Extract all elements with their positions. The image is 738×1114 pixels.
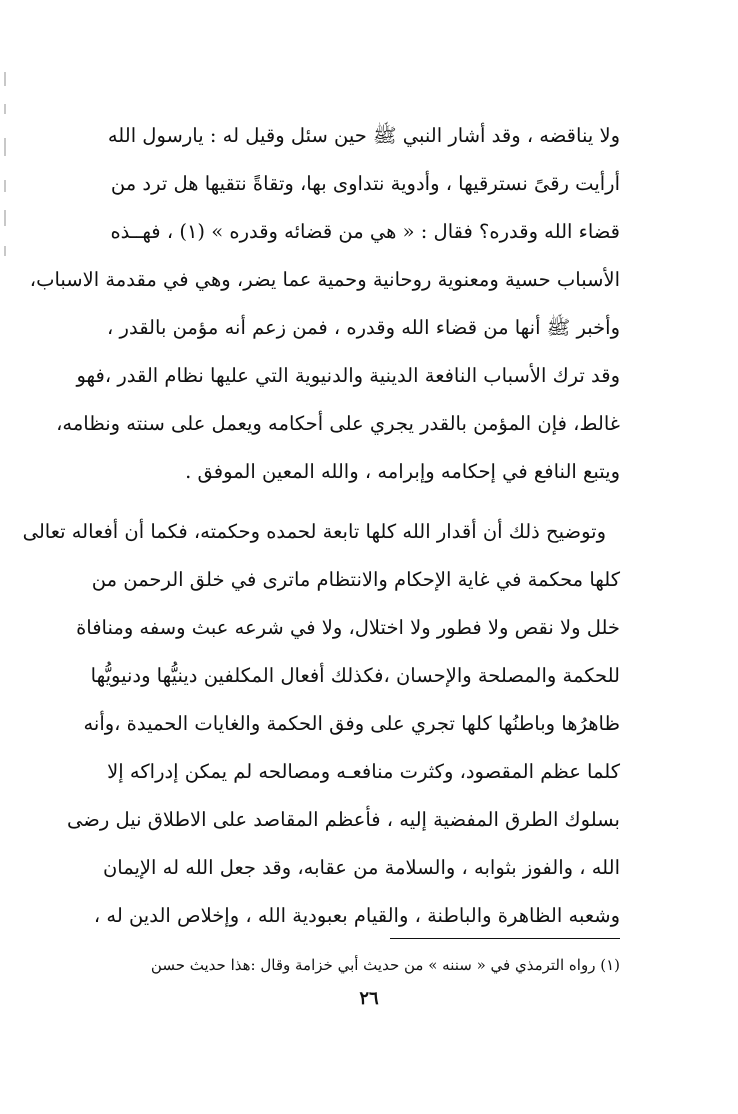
paragraph-first-line: وتوضيح ذلك أن أقدار الله كلها تابعة لحمده وحكمته، فكما أن أفعاله تعالى bbox=[22, 520, 606, 543]
scan-mark bbox=[4, 138, 6, 156]
main-text-block bbox=[22, 112, 620, 940]
text-line: وأخبر ﷺ أنها من قضاء الله وقدره ، فمن زعم أنه مؤمن بالقدر ، bbox=[107, 316, 620, 339]
text-line: كلها محكمة في غاية الإحكام والانتظام ماترى في خلق الرحمن من bbox=[91, 568, 620, 591]
text-line: ولا يناقضه ، وقد أشار النبي ﷺ حين سئل وقيل له : يارسول الله bbox=[107, 124, 620, 147]
scan-mark bbox=[4, 210, 6, 226]
text-line: الأسباب حسية ومعنوية روحانية وحمية عما يضر، وهي في مقدمة الاسباب، bbox=[29, 268, 620, 291]
text-line: للحكمة والمصلحة والإحسان ،فكذلك أفعال المكلفين دينيُّها ودنيويُّها bbox=[90, 664, 620, 687]
text-line: وقد ترك الأسباب النافعة الدينية والدنيوية التي عليها نظام القدر ،فهو bbox=[76, 364, 620, 387]
text-line: وشعبه الظاهرة والباطنة ، والقيام بعبودية الله ، وإخلاص الدين له ، bbox=[93, 904, 620, 927]
text-line: الله ، والفوز بثوابه ، والسلامة من عقابه، وقد جعل الله له الإيمان bbox=[102, 856, 620, 879]
scan-mark bbox=[4, 72, 6, 86]
scan-mark bbox=[4, 246, 6, 256]
scan-mark bbox=[4, 180, 6, 192]
text-line: أرأيت رقىً نسترقيها ، وأدوية نتداوى بها، وتقاةً نتقيها هل ترد من bbox=[110, 172, 620, 195]
scan-margin-marks bbox=[0, 60, 12, 320]
text-line: بسلوك الطرق المفضية إليه ، فأعظم المقاصد على الاطلاق نيل رضى bbox=[67, 808, 620, 831]
text-line: غالط، فإن المؤمن بالقدر يجري على أحكامه ويعمل على سنته ونظامه، bbox=[56, 412, 620, 435]
text-line: كلما عظم المقصود، وكثرت منافعـه ومصالحه لم يمكن إدراكه إلا bbox=[107, 760, 620, 783]
footnote-divider bbox=[390, 938, 620, 939]
page-number: ٢٦ bbox=[359, 988, 379, 1009]
text-line: خلل ولا نقص ولا فطور ولا اختلال، ولا في شرعه عبث وسفه ومنافاة bbox=[76, 616, 620, 639]
text-line: ظاهرُها وباطنُها كلها تجري على وفق الحكمة والغايات الحميدة ،وأنه bbox=[83, 712, 620, 735]
text-line: ويتبع النافع في إحكامه وإبرامه ، والله المعين الموفق . bbox=[185, 460, 620, 483]
footnote: (١) رواه الترمذي في « سننه » من حديث أبي خزامة وقال :هذا حديث حسن bbox=[150, 956, 620, 974]
scan-mark bbox=[4, 104, 6, 114]
text-line: قضاء الله وقدره؟ فقال : « هي من قضائه وقدره » (١) ، فهــذه bbox=[110, 220, 620, 243]
